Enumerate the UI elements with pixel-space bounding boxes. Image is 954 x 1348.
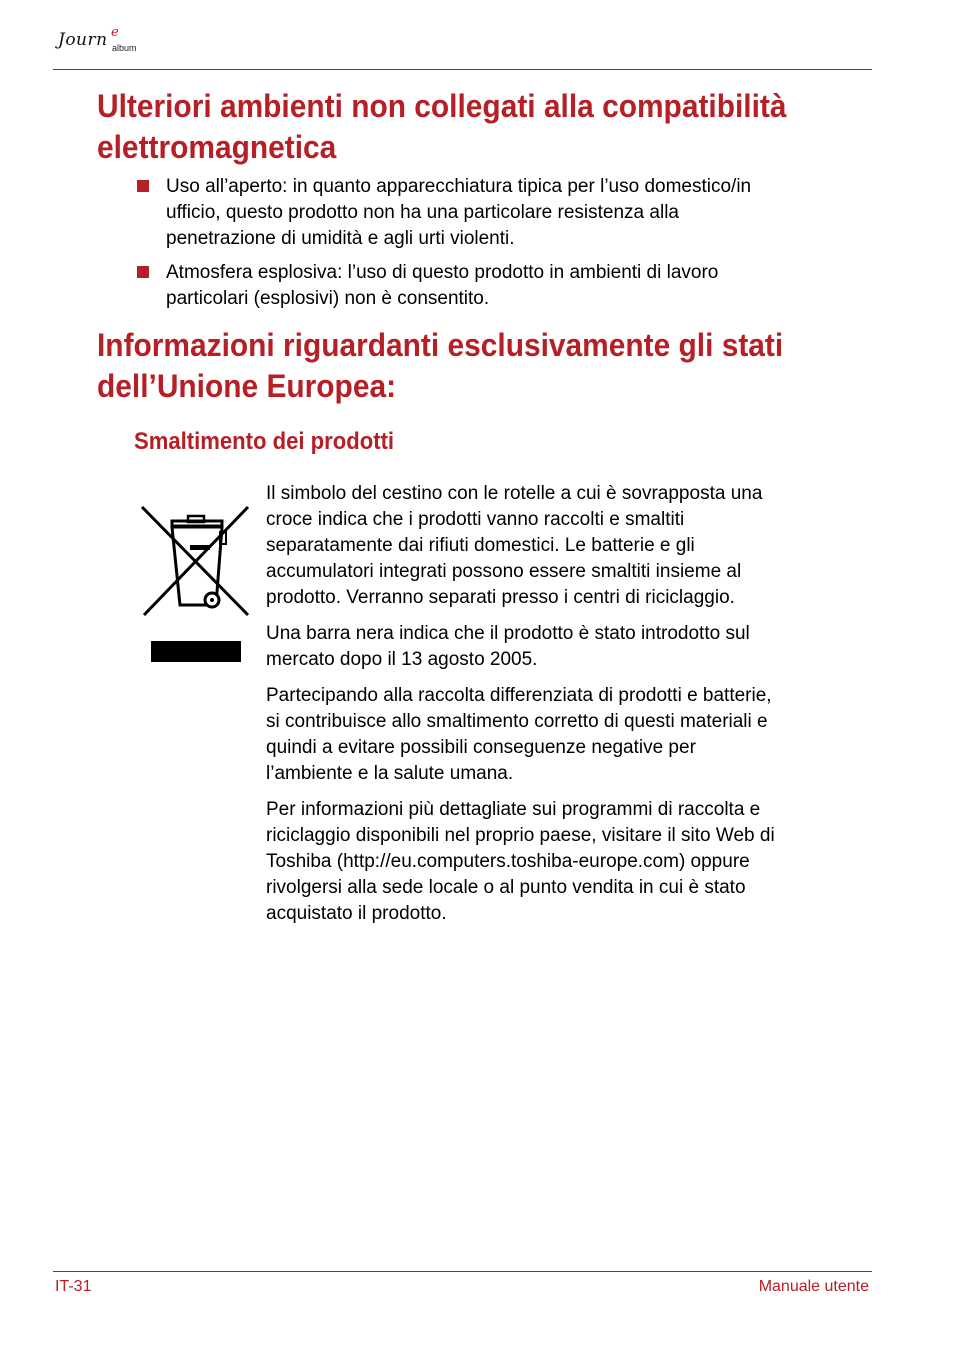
text-line: rivolgersi alla sede locale o al punto vendita in cui è stato [266, 877, 746, 898]
text-line: Toshiba (http://eu.computers.toshiba-europe.com) oppure [266, 851, 750, 872]
bullet-line: penetrazione di umidità e agli urti violenti. [166, 228, 515, 249]
logo-subtext: album [112, 43, 137, 53]
text-line: acquistato il prodotto. [266, 903, 447, 924]
paragraph-separate-collection [266, 683, 866, 787]
disposal-text-block [266, 481, 866, 937]
bullet-line: ufficio, questo prodotto non ha una particolare resistenza alla [166, 202, 679, 223]
text-line: quindi a evitare possibili conseguenze negative per [266, 737, 696, 758]
text-line: croce indica che i prodotti vanno raccolti e smaltiti [266, 509, 685, 530]
logo-accent-letter: e [111, 25, 119, 40]
text-line: separatamente dai rifiuti domestici. Le batterie e gli [266, 535, 695, 556]
text-line: si contribuisce allo smaltimento corretto di questi materiali e [266, 711, 768, 732]
text-line: Partecipando alla raccolta differenziata di prodotti e batterie, [266, 685, 772, 706]
paragraph-bin-symbol [266, 481, 866, 611]
header-divider [53, 69, 872, 70]
manual-name: Manuale utente [758, 1278, 869, 1295]
bullet-line: Uso all’aperto: in quanto apparecchiatura tipica per l’uso domestico/in [166, 176, 752, 197]
text-line: accumulatori integrati possono essere smaltiti insieme al [266, 561, 742, 582]
text-line: prodotto. Verranno separati presso i centri di riciclaggio. [266, 587, 735, 608]
subsection-title-disposal: Smaltimento dei prodotti [134, 428, 395, 455]
text-line: Per informazioni più dettagliate sui programmi di raccolta e [266, 799, 761, 820]
section-title-eu-line2: dell’Unione Europea: [97, 368, 397, 404]
paragraph-more-info [266, 797, 866, 927]
square-bullet-icon [137, 180, 149, 192]
list-item-explosive-atmosphere [137, 260, 867, 312]
section-title-emc-line1: Ulteriori ambienti non collegati alla compatibilità [97, 88, 787, 124]
crossed-out-wheelie-bin-icon [140, 505, 252, 665]
section-title-emc [97, 86, 815, 168]
text-line: riciclaggio disponibili nel proprio paese, visitare il sito Web di [266, 825, 775, 846]
emc-bullet-list [137, 174, 867, 320]
bullet-line: particolari (esplosivi) non è consentito. [166, 288, 490, 309]
text-line: l’ambiente e la salute umana. [266, 763, 514, 784]
text-line: mercato dopo il 13 agosto 2005. [266, 649, 538, 670]
bullet-line: Atmosfera esplosiva: l’uso di questo prodotto in ambienti di lavoro [166, 262, 719, 283]
logo-script-text: Journ [58, 30, 108, 50]
section-title-eu-info [97, 325, 815, 407]
page-number: IT-31 [55, 1278, 92, 1295]
footer-divider [53, 1271, 872, 1272]
text-line: Il simbolo del cestino con le rotelle a cui è sovrapposta una [266, 483, 763, 504]
paragraph-black-bar [266, 621, 866, 673]
journe-album-logo [52, 24, 152, 60]
text-line: Una barra nera indica che il prodotto è stato introdotto sul [266, 623, 750, 644]
list-item-outdoor-use [137, 174, 867, 252]
section-title-emc-line2: elettromagnetica [97, 129, 337, 165]
section-title-eu-line1: Informazioni riguardanti esclusivamente gli stati [97, 327, 784, 363]
square-bullet-icon [137, 266, 149, 278]
